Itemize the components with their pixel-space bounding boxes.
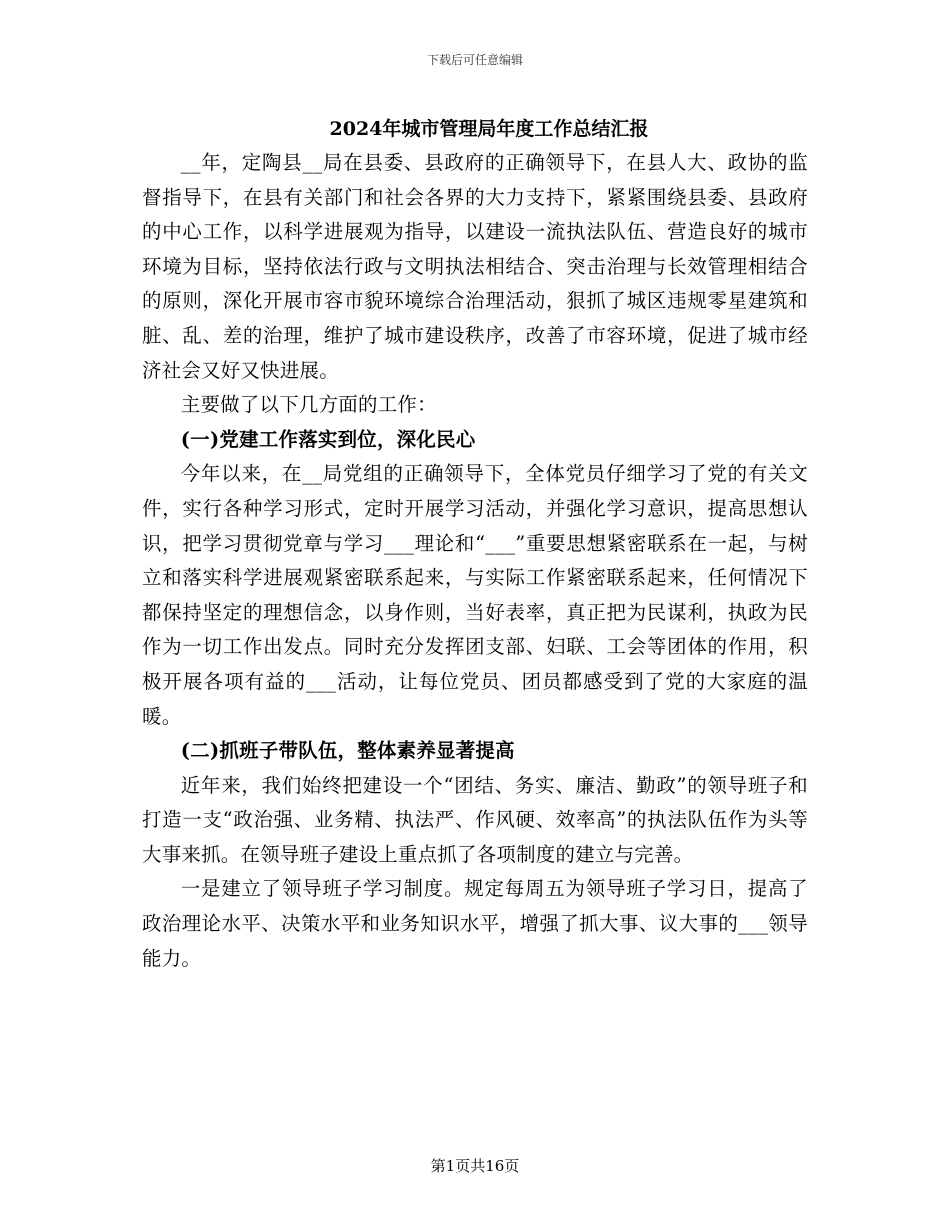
document-body	[142, 112, 808, 976]
work-overview-paragraph: 主要做了以下几方面的工作：	[180, 393, 437, 417]
intro-paragraph: __年，定陶县__局在县委、县政府的正确领导下，在县人大、政协的监督指导下，在县有关部门和社会各界的大力支持下，紧紧围绕县委、县政府的中心工作，以科学进展观为指导，以建设一流执法队伍、营造良好的城市环境为目标，坚持依法行政与文明执法相结合、突击治理与长效管理相结合的原则，深化开展市容市貌环境综合治理活动，狠抓了城区违规零星建筑和脏、乱、差的治理，维护了城市建设秩序，改善了市容环境，促进了城市经济社会又好又快进展。	[142, 151, 808, 382]
page-number-footer: 第1页共16页	[430, 1157, 520, 1175]
section-heading-party-building: (一)党建工作落实到位，深化民心	[180, 427, 476, 451]
page-header-note: 下载后可任意编辑	[426, 53, 523, 67]
section-heading-team-building: (二)抓班子带队伍，整体素养显著提高	[180, 739, 515, 763]
study-system-paragraph: 一是建立了领导班子学习制度。规定每周五为领导班子学习日，提高了政治理论水平、决策水平和业务知识水平，增强了抓大事、议大事的___领导能力。	[142, 877, 808, 970]
party-building-paragraph: 今年以来，在__局党组的正确领导下，全体党员仔细学习了党的有关文件，实行各种学习形式，定时开展学习活动，并强化学习意识，提高思想认识，把学习贯彻党章与学习___理论和“___”重要思想紧密联系在一起，与树立和落实科学进展观紧密联系起来，与实际工作紧密联系起来，任何情况下都保持坚定的理想信念，以身作则，当好表率，真正把为民谋利，执政为民作为一切工作出发点。同时充分发挥团支部、妇联、工会等团体的作用，积极开展各项有益的___活动，让每位党员、团员都感受到了党的大家庭的温暖。	[142, 462, 808, 728]
team-building-paragraph: 近年来，我们始终把建设一个“团结、务实、廉洁、勤政”的领导班子和打造一支“政治强、业务精、执法严、作风硬、效率高”的执法队伍作为头等大事来抓。在领导班子建设上重点抓了各项制度的建立与完善。	[142, 773, 808, 866]
document-title: 2024年城市管理局年度工作总结汇报	[329, 118, 649, 140]
